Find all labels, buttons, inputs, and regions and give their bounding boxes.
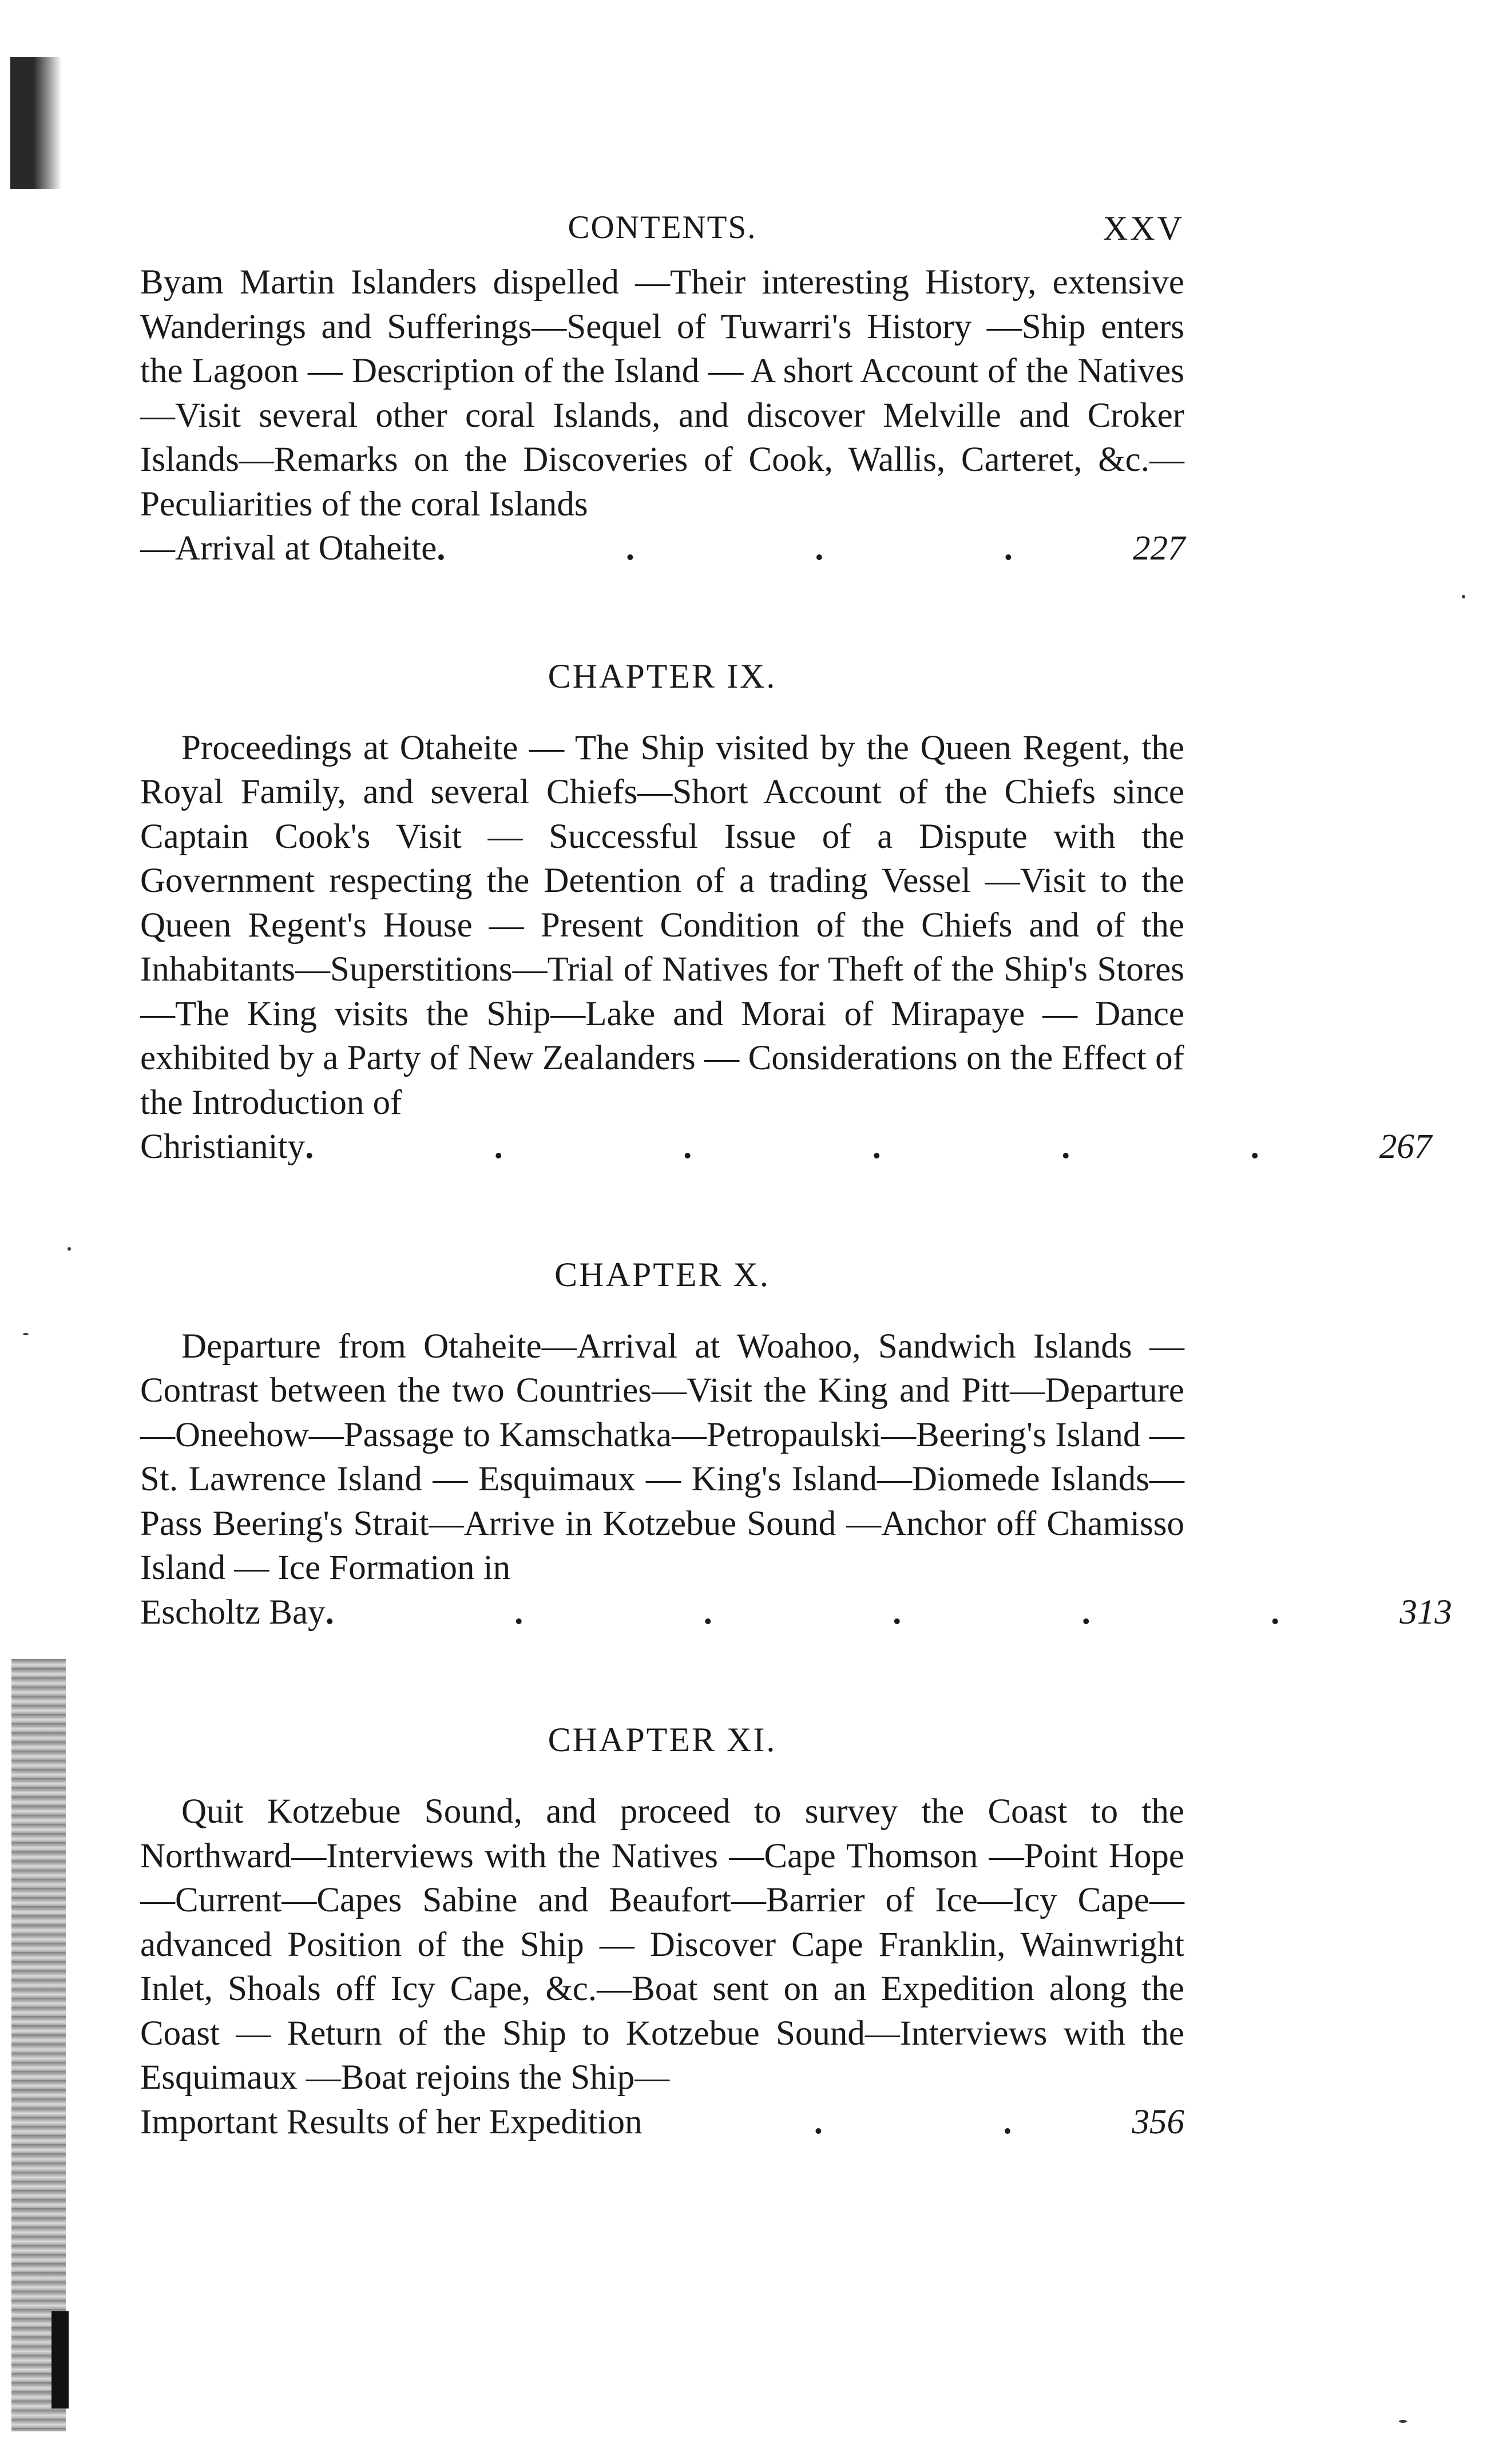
dot-leaders: . . . . . . [325,1593,1366,1632]
dot-leaders: . . [814,2102,1098,2141]
summary-last-line: Important Results of her Expedition [140,2102,643,2141]
scan-gutter-shadow-bottom [51,2311,69,2409]
entry-final-line [140,1590,1452,1635]
contents-entry [140,657,1432,1169]
summary-text: Proceedings at Otaheite — The Ship visited by the Queen Regent, the Royal Family, and several Chiefs—Short Account of the Chiefs since Captain Cook's Visit — Successful Issue of a Dispute with the Government respecting the Detention of a trading Vessel —Visit to the Queen Regent's House — Present Condition of the Chiefs and of the Inhabitants—Superstitions—Trial of Natives for Theft of the Ship's Stores—The King visits the Ship—Lake and Morai of Mirapaye — Dance exhibited by a Party of New Zealanders — Considerations on the Effect of the Introduction of [140,728,1184,1122]
scan-speck [1462,595,1465,598]
chapter-heading: CHAPTER X. [554,1255,770,1293]
entry-final-line [140,1125,1432,1169]
summary-last-line: Christianity [140,1128,306,1166]
summary-last-line: —Arrival at Otaheite [140,529,437,568]
chapter-summary [140,726,1184,1125]
page-reference: 267 [1379,1128,1432,1166]
chapter-heading: CHAPTER XI. [548,1721,777,1759]
contents-entry [140,260,1184,571]
page-reference: 313 [1399,1593,1452,1632]
summary-text: Quit Kotzebue Sound, and proceed to survey the Coast to the Northward—Interviews with the Natives —Cape Thomson —Point Hope—Current—Capes Sabine and Beaufort—Barrier of Ice—Icy Cape— advanced Position of the Ship — Discover Cape Franklin, Wainwright Inlet, Shoals off Icy Cape, &c.—Boat sent on an Expedition along the Coast — Return of the Ship to Kotzebue Sound—Interviews with the Esquimaux —Boat rejoins the Ship— [140,1792,1184,2097]
summary-last-line: Escholtz Bay [140,1593,326,1632]
entry-final-line [140,2100,1184,2145]
dot-leaders: . . . . [437,529,1099,568]
page-number-roman: XXV [1103,209,1184,247]
dot-leaders: . . . . . . [305,1128,1345,1166]
chapter-heading: CHAPTER IX. [548,657,777,695]
scan-speck [1399,2420,1407,2423]
running-head-title: CONTENTS. [568,209,757,245]
scan-speck [68,1247,71,1251]
contents-entry [140,1720,1184,2144]
chapter-summary [140,1324,1184,1590]
page-reference: 227 [1133,529,1185,568]
page-reference: 356 [1132,2102,1184,2141]
chapter-summary [140,1790,1184,2100]
entry-final-line [140,526,1184,571]
contents-page [140,209,1452,2230]
chapter-summary: Byam Martin Islanders dispelled —Their interesting History, extensive Wanderings and Sufferings—Sequel of Tuwarri's History —Ship enters the Lagoon — Description of the Island — A short Account of the Natives —Visit several other coral Islands, and discover Melville and Croker Islands—Remarks on the Discoveries of Cook, Wallis, Carteret, &c.—Peculiarities of the coral Islands [140,263,1184,523]
running-head [140,209,1184,260]
contents-entry [140,1255,1452,1635]
scan-gutter-shadow-top [10,57,62,189]
summary-text: Departure from Otaheite—Arrival at Woahoo, Sandwich Islands —Contrast between the two Countries—Visit the King and Pitt—Departure—Oneehow—Passage to Kamschatka—Petropaulski—Beering's Island — St. Lawrence Island — Esquimaux — King's Island—Diomede Islands—Pass Beering's Strait—Arrive in Kotzebue Sound —Anchor off Chamisso Island — Ice Formation in [140,1327,1184,1587]
scan-speck [23,1333,29,1335]
